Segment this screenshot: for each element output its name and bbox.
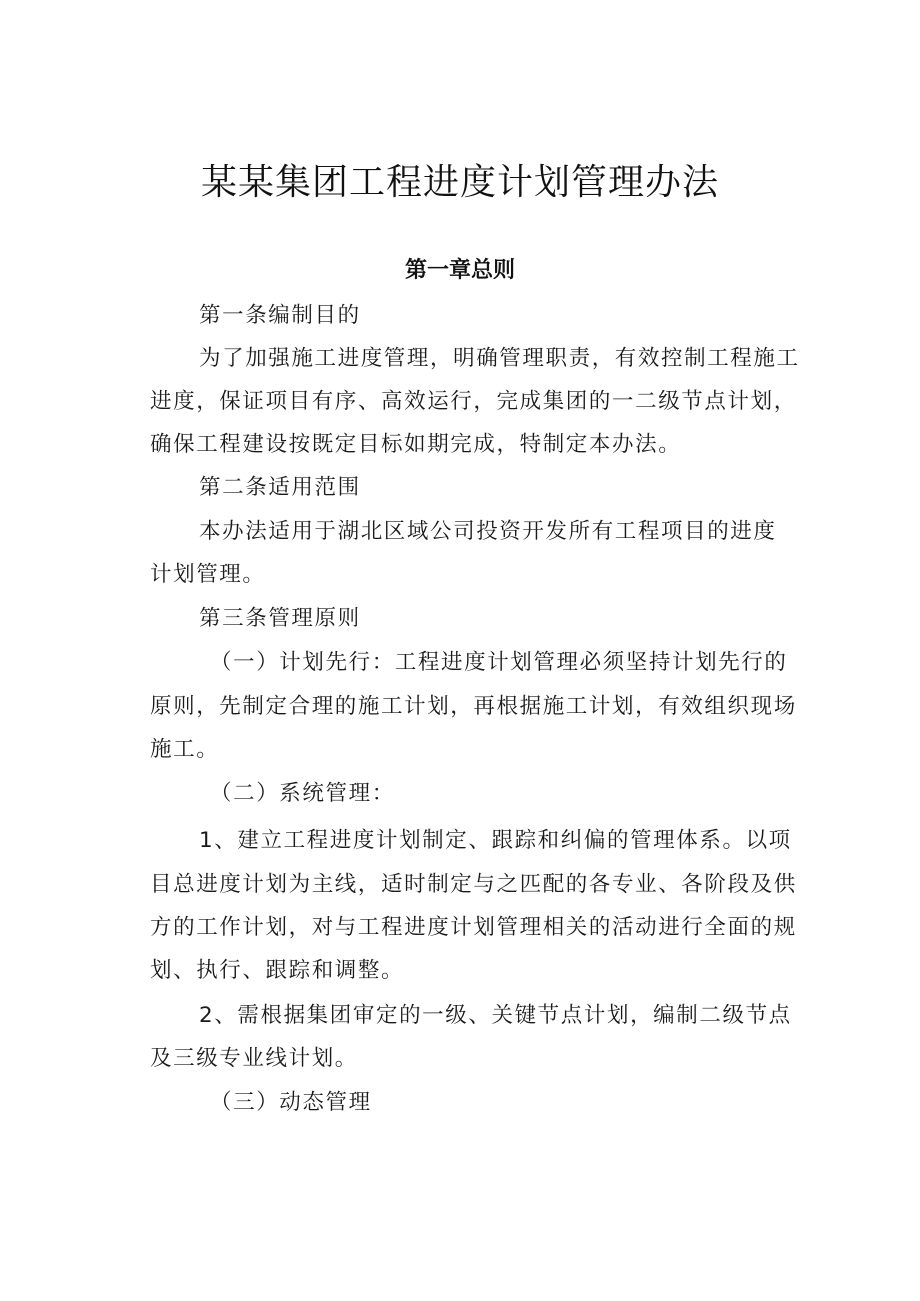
chapter-heading: 第一章总则	[404, 258, 515, 283]
paragraph-line: 划、执行、跟踪和调整。	[150, 958, 405, 983]
paragraph-line: 目总进度计划为主线，适时制定与之匹配的各专业、各阶段及供	[150, 872, 797, 897]
paragraph-line: 确保工程建设按既定目标如期完成，特制定本办法。	[150, 432, 682, 457]
sub-heading: （二）系统管理：	[210, 781, 395, 806]
paragraph-line: （一）计划先行：工程进度计划管理必须坚持计划先行的	[210, 650, 788, 675]
paragraph-line: 本办法适用于湖北区域公司投资开发所有工程项目的进度	[199, 519, 777, 544]
paragraph-line: 为了加强施工进度管理，明确管理职责，有效控制工程施工	[199, 346, 800, 371]
paragraph-line: 计划管理。	[150, 562, 266, 587]
sub-heading: （三）动态管理	[210, 1090, 372, 1115]
article-heading-1: 第一条编制目的	[199, 303, 361, 328]
document-title: 某某集团工程进度计划管理办法	[200, 162, 719, 203]
paragraph-line: 方的工作计划，对与工程进度计划管理相关的活动进行全面的规	[150, 915, 797, 940]
paragraph-line: 进度，保证项目有序、高效运行，完成集团的一二级节点计划，	[150, 389, 797, 414]
article-heading-3: 第三条管理原则	[199, 606, 361, 631]
paragraph-line: 施工。	[150, 737, 220, 762]
article-heading-2: 第二条适用范围	[199, 475, 361, 500]
paragraph-line: 1、建立工程进度计划制定、跟踪和纠偏的管理体系。以项	[199, 828, 792, 853]
paragraph-line: 及三级专业线计划。	[150, 1046, 358, 1071]
paragraph-line: 原则，先制定合理的施工计划，再根据施工计划，有效组织现场	[150, 694, 797, 719]
paragraph-line: 2、需根据集团审定的一级、关键节点计划，编制二级节点	[199, 1003, 792, 1028]
